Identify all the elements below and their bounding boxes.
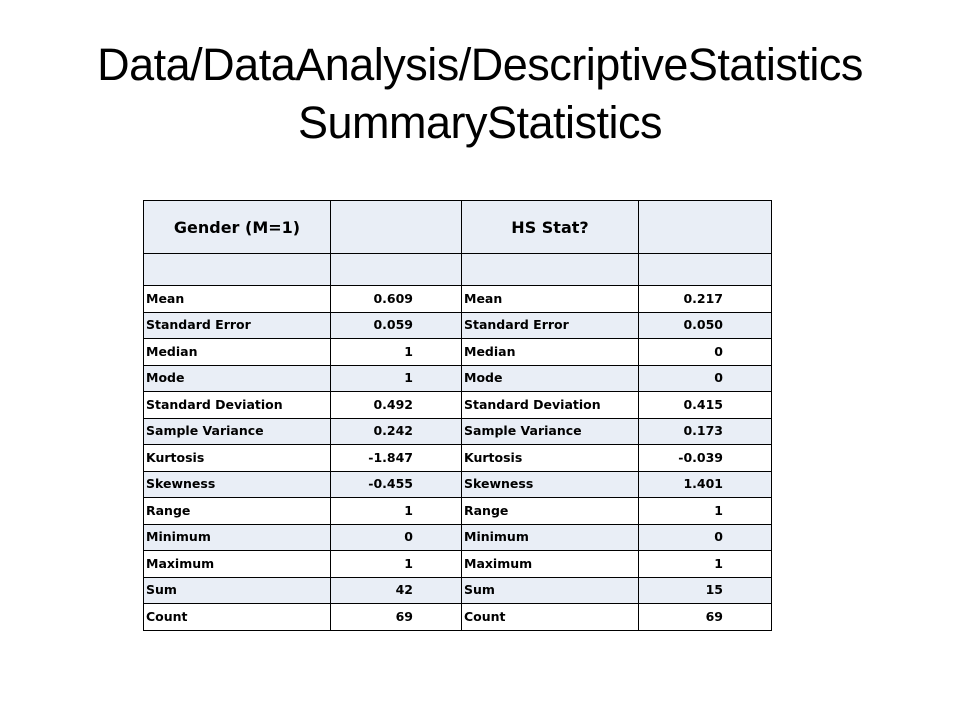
stat-label-hs-stat: Kurtosis [462, 445, 639, 472]
stat-value-hs-stat: 0.173 [639, 418, 772, 445]
stat-label-gender: Standard Deviation [144, 392, 331, 419]
stat-value-hs-stat: 0.415 [639, 392, 772, 419]
stat-value-gender: 0.242 [331, 418, 462, 445]
stat-value-gender: -0.455 [331, 471, 462, 498]
table-cell [331, 254, 462, 286]
table-body [144, 254, 772, 631]
stat-label-gender: Mode [144, 365, 331, 392]
stat-value-hs-stat: 1.401 [639, 471, 772, 498]
slide-title [0, 36, 960, 152]
stat-value-hs-stat: 0 [639, 365, 772, 392]
stat-value-gender: 1 [331, 551, 462, 578]
stat-value-hs-stat: 0 [639, 524, 772, 551]
table-row [144, 286, 772, 313]
table-row [144, 365, 772, 392]
stat-label-hs-stat: Skewness [462, 471, 639, 498]
stat-value-gender: 42 [331, 577, 462, 604]
stat-label-hs-stat: Median [462, 339, 639, 366]
table-row [144, 604, 772, 631]
stat-value-gender: -1.847 [331, 445, 462, 472]
stat-label-gender: Count [144, 604, 331, 631]
stat-value-hs-stat: 0.050 [639, 312, 772, 339]
stat-label-gender: Range [144, 498, 331, 525]
slide-title-line-2: SummaryStatistics [297, 97, 663, 148]
stat-label-hs-stat: Maximum [462, 551, 639, 578]
table-row [144, 551, 772, 578]
table-cell [462, 254, 639, 286]
stat-label-hs-stat: Range [462, 498, 639, 525]
stat-value-gender: 1 [331, 498, 462, 525]
stat-label-gender: Kurtosis [144, 445, 331, 472]
stat-label-gender: Standard Error [144, 312, 331, 339]
table-header-row [144, 201, 772, 254]
stat-label-hs-stat: Sum [462, 577, 639, 604]
column-header-blank-2 [639, 201, 772, 254]
stat-label-gender: Minimum [144, 524, 331, 551]
column-header-hs-stat: HS Stat? [462, 201, 639, 254]
stat-value-gender: 0.059 [331, 312, 462, 339]
stat-value-hs-stat: -0.039 [639, 445, 772, 472]
table-row [144, 524, 772, 551]
stat-label-gender: Skewness [144, 471, 331, 498]
table-cell [639, 254, 772, 286]
stat-value-hs-stat: 1 [639, 551, 772, 578]
table-cell [144, 254, 331, 286]
stat-value-gender: 69 [331, 604, 462, 631]
stat-value-gender: 1 [331, 365, 462, 392]
table-row [144, 498, 772, 525]
stat-label-gender: Maximum [144, 551, 331, 578]
table-row [144, 312, 772, 339]
stat-label-hs-stat: Standard Deviation [462, 392, 639, 419]
stat-label-gender: Sum [144, 577, 331, 604]
stat-label-hs-stat: Minimum [462, 524, 639, 551]
stat-value-hs-stat: 0 [639, 339, 772, 366]
column-header-gender: Gender (M=1) [144, 201, 331, 254]
table-row [144, 392, 772, 419]
table-row [144, 577, 772, 604]
summary-statistics-table [143, 200, 772, 631]
slide-title-line-1: Data/DataAnalysis/DescriptiveStatistics [97, 39, 863, 90]
table-row [144, 445, 772, 472]
stat-label-gender: Mean [144, 286, 331, 313]
stat-label-hs-stat: Standard Error [462, 312, 639, 339]
table-spacer-row [144, 254, 772, 286]
stat-label-hs-stat: Count [462, 604, 639, 631]
stat-value-hs-stat: 1 [639, 498, 772, 525]
column-header-blank-1 [331, 201, 462, 254]
stat-value-hs-stat: 69 [639, 604, 772, 631]
stat-value-gender: 1 [331, 339, 462, 366]
stat-value-gender: 0 [331, 524, 462, 551]
table-row [144, 471, 772, 498]
stat-value-gender: 0.492 [331, 392, 462, 419]
stat-label-gender: Sample Variance [144, 418, 331, 445]
stat-value-hs-stat: 0.217 [639, 286, 772, 313]
stat-label-gender: Median [144, 339, 331, 366]
stat-label-hs-stat: Mode [462, 365, 639, 392]
stat-value-gender: 0.609 [331, 286, 462, 313]
stat-label-hs-stat: Sample Variance [462, 418, 639, 445]
stat-label-hs-stat: Mean [462, 286, 639, 313]
table-row [144, 339, 772, 366]
stat-value-hs-stat: 15 [639, 577, 772, 604]
table-row [144, 418, 772, 445]
